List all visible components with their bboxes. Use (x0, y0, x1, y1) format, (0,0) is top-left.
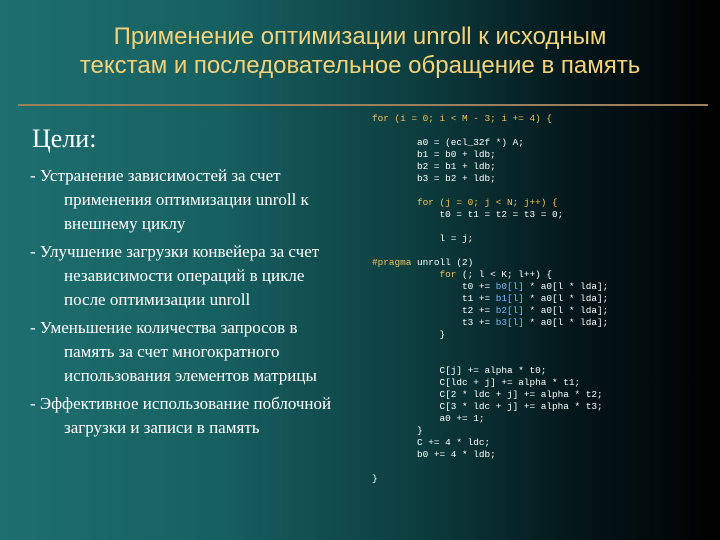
title-divider (18, 104, 708, 106)
code-token: b2[l] (495, 305, 524, 316)
code-token: C[3 * ldc + j] += alpha * t3; (372, 401, 603, 412)
code-token: t0 = t1 = t2 = t3 = 0; (372, 209, 564, 220)
code-line (372, 473, 712, 485)
code-line (372, 281, 712, 293)
slide-title-line-2: текстам и последовательное обращение в память (79, 52, 641, 79)
code-line (372, 449, 712, 461)
goal-item: - Улучшение загрузки конвейера за счет независимости операций в цикле после оптимизации unroll (30, 242, 320, 309)
code-line (372, 413, 712, 425)
code-token: * a0[l * lda]; (523, 305, 609, 316)
code-token: (; l < K; l++) { (456, 269, 553, 280)
code-line (372, 437, 712, 449)
goals-list (30, 164, 350, 444)
code-line (372, 293, 712, 305)
code-token: a0 = (ecl_32f *) A; (372, 137, 524, 148)
code-token: * a0[l * lda]; (523, 281, 609, 292)
code-line (372, 161, 712, 173)
code-token: b0[l] (495, 281, 524, 292)
code-line (372, 341, 712, 353)
code-line (372, 173, 712, 185)
code-listing (372, 113, 712, 485)
code-token: b3[l] (495, 317, 524, 328)
code-token: t3 += (372, 317, 496, 328)
code-token: C += 4 * ldc; (372, 437, 491, 448)
code-token: l = j; (372, 233, 474, 244)
code-token: for (372, 197, 434, 208)
code-token: b1 = b0 + ldb; (372, 149, 496, 160)
code-token: t1 += (372, 293, 496, 304)
code-line (372, 425, 712, 437)
code-token: C[2 * ldc + j] += alpha * t2; (372, 389, 603, 400)
code-token: * a0[l * lda]; (523, 293, 609, 304)
code-token: for (372, 113, 389, 124)
code-line (372, 317, 712, 329)
slide-title-line-1: Применение оптимизации unroll к исходным (113, 23, 607, 50)
code-token: C[ldc + j] += alpha * t1; (372, 377, 581, 388)
code-token: b3 = b2 + ldb; (372, 173, 496, 184)
code-line (372, 185, 712, 197)
code-line (372, 257, 712, 269)
code-token: t0 += (372, 281, 496, 292)
code-line (372, 113, 712, 125)
code-line (372, 125, 712, 137)
code-token: C[j] += alpha * t0; (372, 365, 547, 376)
code-line (372, 149, 712, 161)
code-token: * a0[l * lda]; (523, 317, 609, 328)
code-token: for (372, 269, 457, 280)
code-token: b0 += 4 * ldb; (372, 449, 496, 460)
code-line (372, 233, 712, 245)
code-token: } (372, 425, 423, 436)
code-line (372, 245, 712, 257)
code-line (372, 389, 712, 401)
code-token: b2 = b1 + ldb; (372, 161, 496, 172)
slide-title (0, 22, 720, 80)
code-line (372, 209, 712, 221)
code-line (372, 353, 712, 365)
goal-item: - Устранение зависимостей за счет применения оптимизации unroll к внешнему циклу (30, 166, 309, 233)
code-token: t2 += (372, 305, 496, 316)
code-line (372, 377, 712, 389)
code-token: b1[l] (495, 293, 524, 304)
code-token: a0 += 1; (372, 413, 485, 424)
code-token: unroll (2) (411, 257, 474, 268)
code-line (372, 401, 712, 413)
code-line (372, 305, 712, 317)
code-line (372, 329, 712, 341)
code-line (372, 461, 712, 473)
goal-item: - Уменьшение количества запросов в память за счет многократного использования элементов матрицы (30, 318, 317, 385)
code-line (372, 137, 712, 149)
code-line (372, 221, 712, 233)
code-token: (j = 0; j < N; j++) { (433, 197, 558, 208)
code-line (372, 197, 712, 209)
code-line (372, 269, 712, 281)
code-token: #pragma (372, 257, 412, 268)
code-token: } (372, 473, 378, 484)
code-line (372, 365, 712, 377)
code-token: (i = 0; i < M - 3; i += 4) { (388, 113, 553, 124)
code-token: } (372, 329, 446, 340)
goal-item: - Эффективное использование поблочной загрузки и записи в память (30, 394, 332, 437)
goals-heading: Цели: (32, 124, 97, 153)
